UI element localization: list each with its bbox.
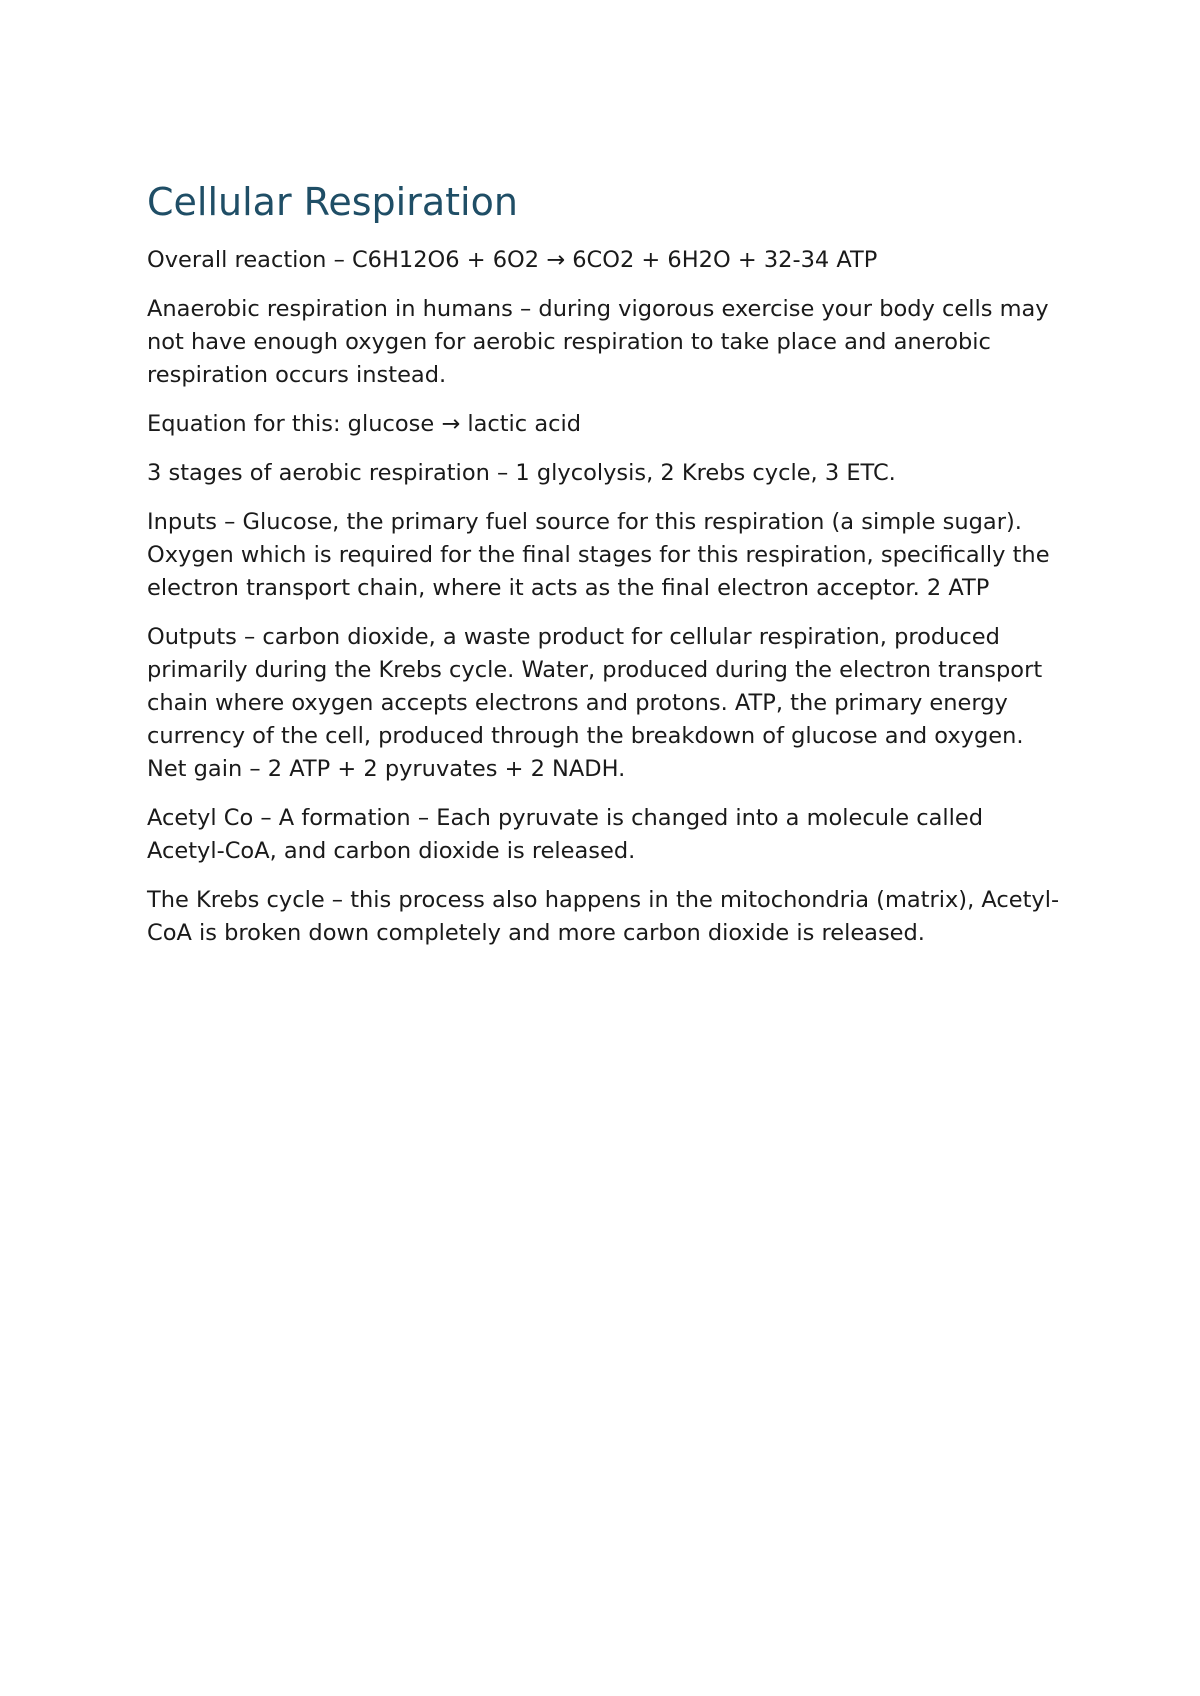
document-body [147, 178, 1067, 966]
paragraph-outputs: Outputs – carbon dioxide, a waste product for cellular respiration, produced primarily during the Krebs cycle. Water, produced during the electron transport chain where oxygen accepts electrons and protons. ATP, the primary energy currency of the cell, produced through the breakdown of glucose and oxygen. Net gain – 2 ATP + 2 pyruvates + 2 NADH. [147, 624, 1043, 782]
paragraph-krebs-cycle: The Krebs cycle – this process also happens in the mitochondria (matrix), Acetyl-CoA is broken down completely and more carbon dioxide is released. [147, 887, 1060, 946]
paragraph-anaerobic-respiration: Anaerobic respiration in humans – during vigorous exercise your body cells may not have enough oxygen for aerobic respiration to take place and anerobic respiration occurs instead. [147, 296, 1049, 388]
paragraph-lactic-acid-equation: Equation for this: glucose → lactic acid [147, 411, 582, 437]
document-title: Cellular Respiration [147, 180, 518, 224]
paragraph-overall-reaction: Overall reaction – C6H12O6 + 6O2 → 6CO2 + 6H2O + 32-34 ATP [147, 247, 878, 273]
paragraph-inputs: Inputs – Glucose, the primary fuel source for this respiration (a simple sugar). Oxygen which is required for the final stages for this respiration, specifically the electron transport chain, where it acts as the final electron acceptor. 2 ATP [147, 509, 1050, 601]
paragraph-aerobic-stages: 3 stages of aerobic respiration – 1 glycolysis, 2 Krebs cycle, 3 ETC. [147, 460, 896, 486]
paragraph-acetyl-coa-formation: Acetyl Co – A formation – Each pyruvate is changed into a molecule called Acetyl-CoA, and carbon dioxide is released. [147, 805, 984, 864]
